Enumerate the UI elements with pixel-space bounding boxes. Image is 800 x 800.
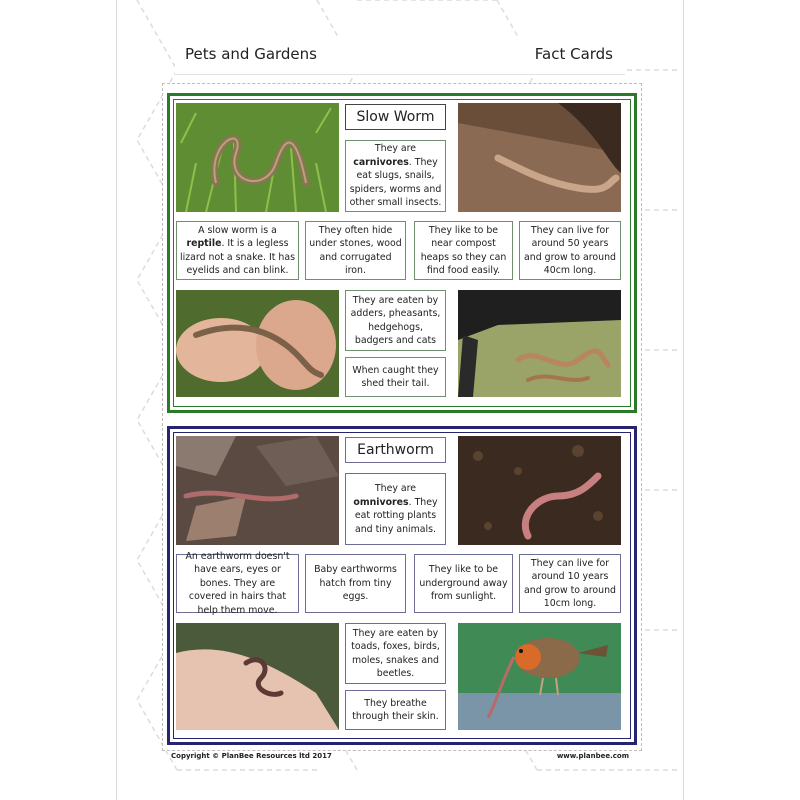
website-link[interactable]: www.planbee.com (556, 752, 629, 760)
diet-fact-text: They are carnivores. They eat slugs, snails, spiders, worms and other small insects. (349, 143, 442, 209)
slow-worms-under-cover-photo (458, 290, 621, 397)
earthworm-in-soil-photo (458, 436, 621, 545)
header-banner (175, 36, 625, 75)
defence-fact-box: When caught they shed their tail. (345, 357, 446, 397)
copyright-notice: Copyright © PlanBee Resources ltd 2017 (171, 752, 332, 760)
topic-title: Pets and Gardens (185, 45, 317, 63)
card-title: Slow Worm (345, 104, 446, 130)
slow-worm-in-hands-photo (176, 290, 339, 397)
slow-worm-on-wood-photo (458, 103, 621, 212)
babies-fact-box: Baby earthworms hatch from tiny eggs. (305, 554, 406, 613)
body-fact-box: An earthworm doesn't have ears, eyes or bones. They are covered in hairs that help them move. (176, 554, 299, 613)
slow-worm-in-grass-photo (176, 103, 339, 212)
diet-fact-text: They are omnivores. They eat rotting plants and tiny animals. (353, 483, 438, 535)
classification-fact-text: A slow worm is a reptile. It is a legless lizard not a snake. It has eyelids and can blink. (180, 224, 295, 276)
card-title: Earthworm (345, 437, 446, 463)
predators-fact-box: They are eaten by toads, foxes, birds, moles, snakes and beetles. (345, 623, 446, 684)
lifespan-fact-box: They can live for around 50 years and grow to around 40cm long. (519, 221, 621, 280)
worksheet-page (117, 0, 683, 800)
breathing-fact-box: They breathe through their skin. (345, 690, 446, 730)
earthworm-fact-card (167, 426, 637, 745)
resource-type-title: Fact Cards (534, 45, 613, 63)
robin-with-worm-photo (458, 623, 621, 730)
diet-fact-box (345, 473, 446, 545)
compost-fact-box: They like to be near compost heaps so they can find food easily. (414, 221, 513, 280)
diet-fact-box (345, 140, 446, 212)
habitat-fact-box: They often hide under stones, wood and corrugated iron. (305, 221, 406, 280)
earthworm-in-leaves-photo (176, 436, 339, 545)
habitat-fact-box: They like to be underground away from sunlight. (414, 554, 513, 613)
classification-fact-box (176, 221, 299, 280)
earthworm-in-hand-photo (176, 623, 339, 730)
slow-worm-fact-card (167, 93, 637, 413)
lifespan-fact-box: They can live for around 10 years and grow to around 10cm long. (519, 554, 621, 613)
predators-fact-box: They are eaten by adders, pheasants, hedgehogs, badgers and cats (345, 290, 446, 351)
